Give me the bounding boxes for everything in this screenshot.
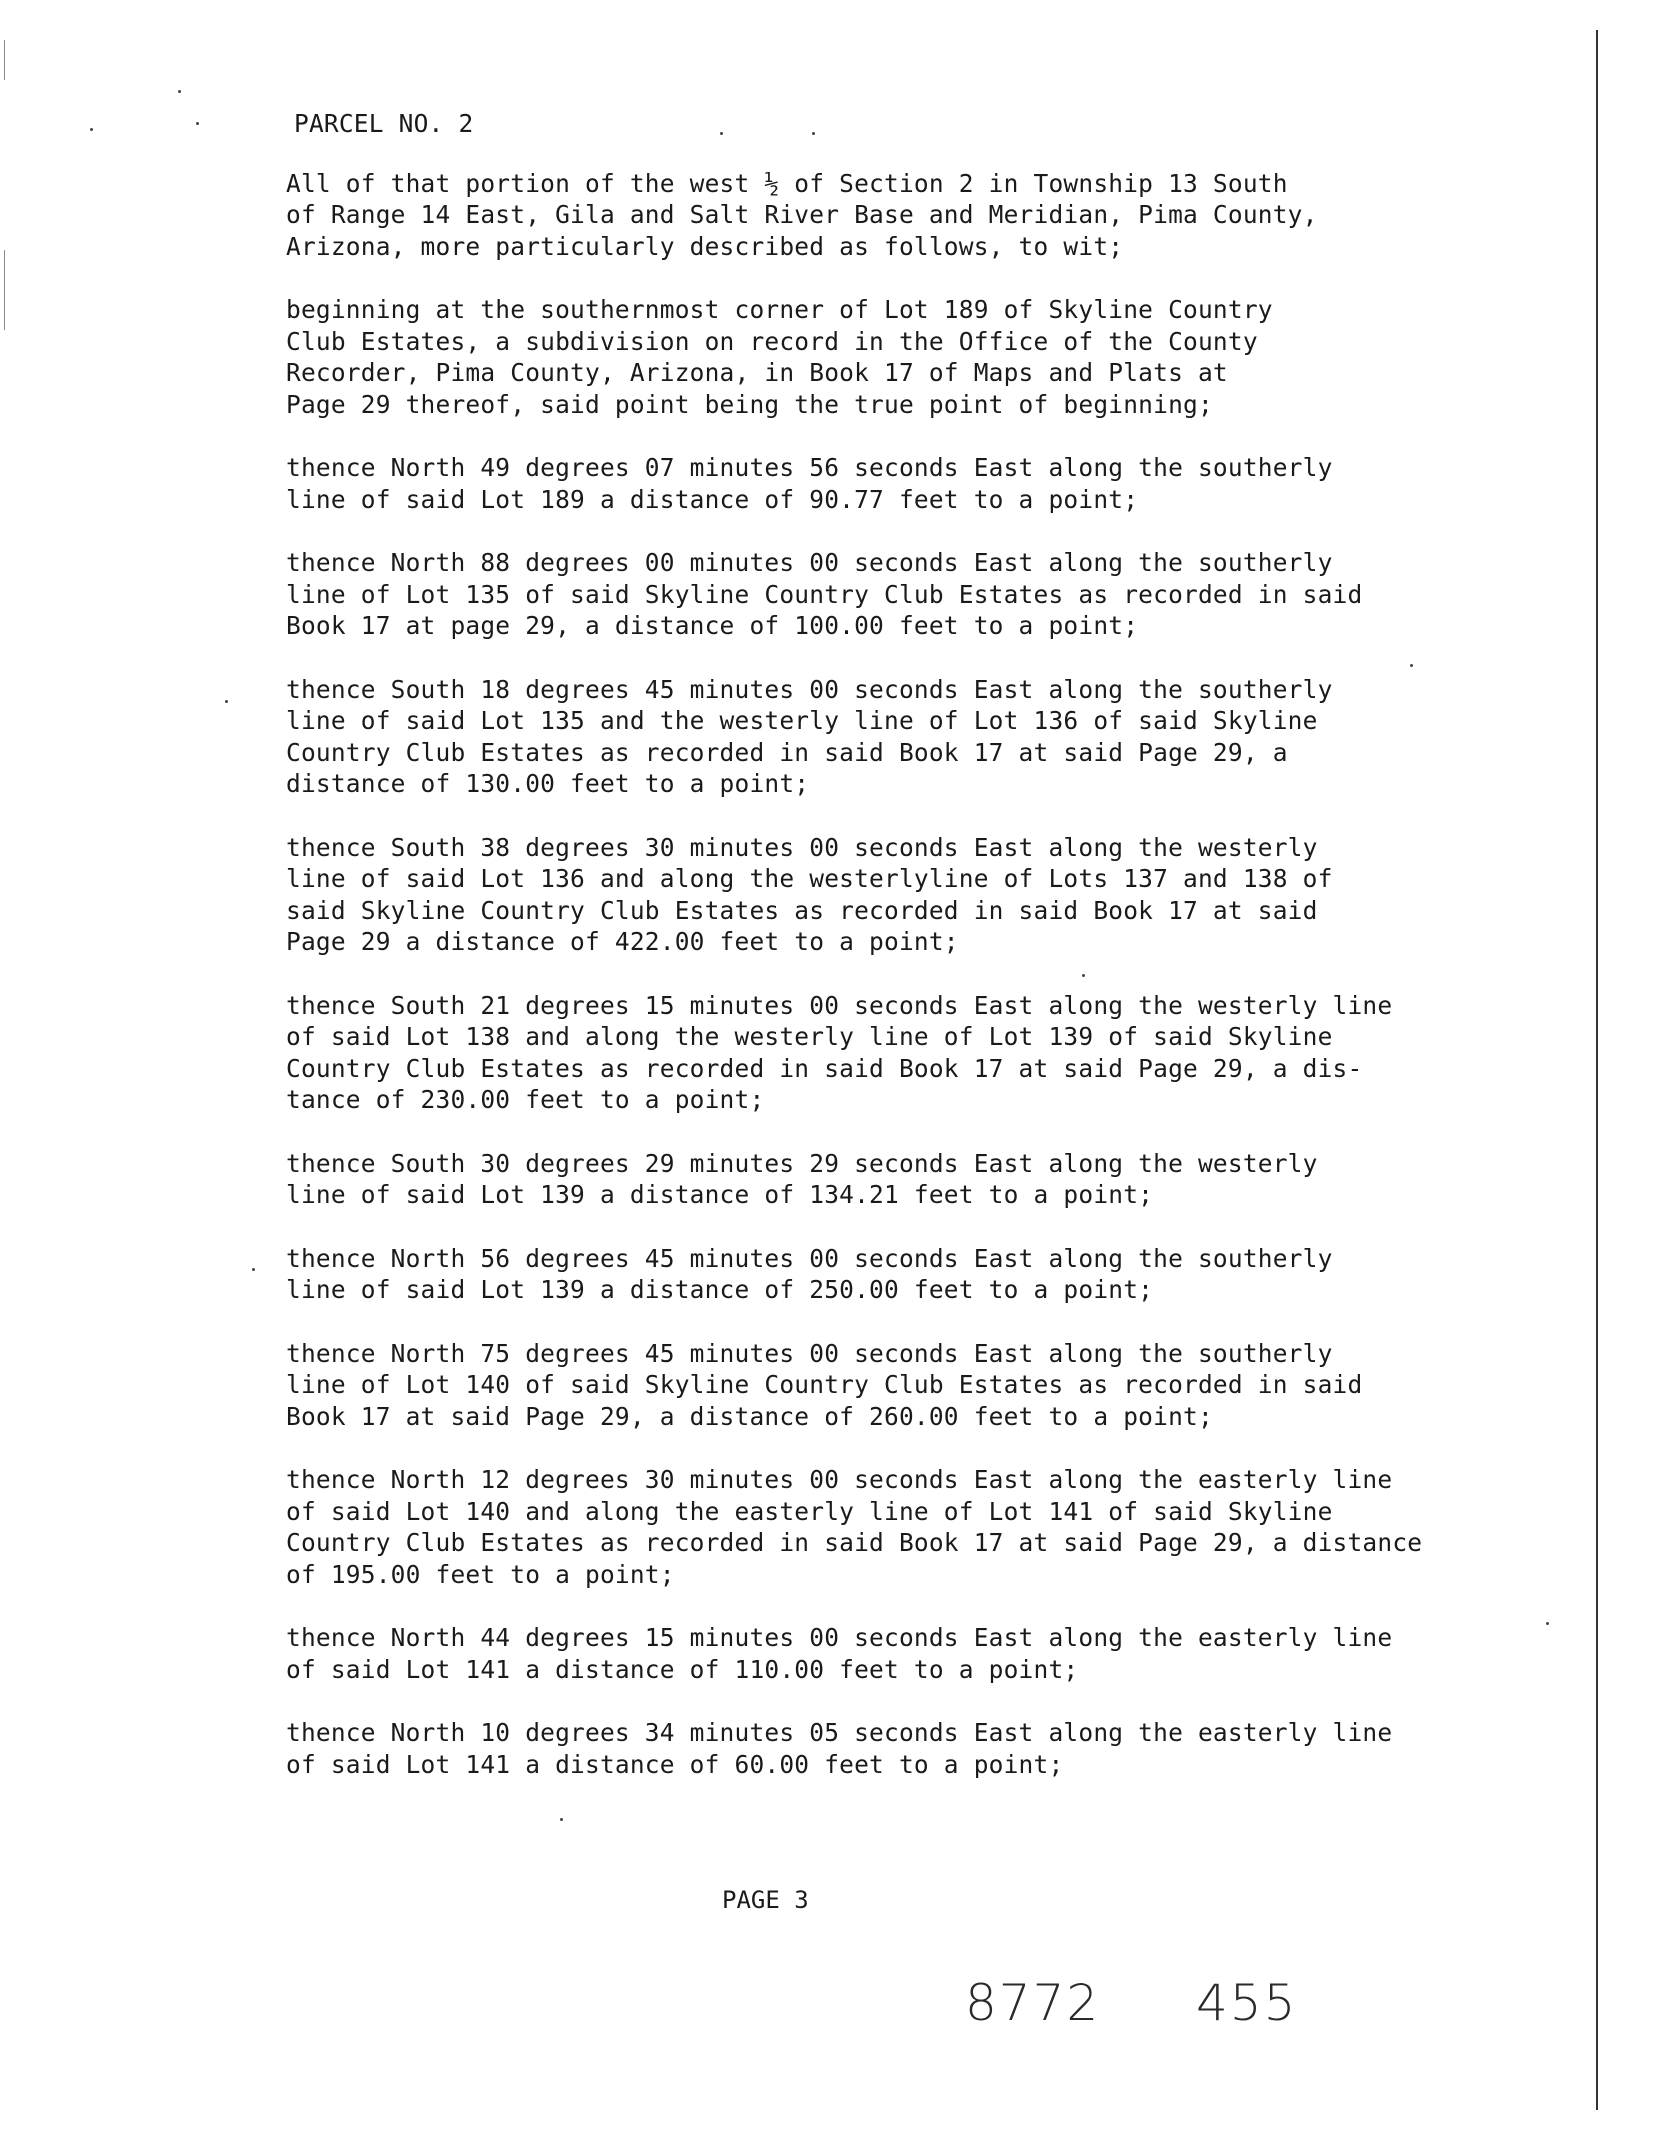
- description-paragraph: [286, 294, 1486, 420]
- scan-speck: [196, 122, 199, 125]
- text-line: line of said Lot 139 a distance of 250.00 feet to a point;: [286, 1275, 1154, 1304]
- scan-speck: [178, 90, 181, 93]
- text-line: Country Club Estates as recorded in said Book 17 at said Page 29, a dis-: [286, 1053, 1363, 1083]
- scan-speck: [1546, 1622, 1549, 1625]
- scan-artifact: [4, 40, 5, 80]
- text-line: thence North 49 degrees 07 minutes 56 seconds East along the southerly: [286, 453, 1333, 482]
- description-paragraph: [286, 452, 1486, 515]
- text-line: Page 29 thereof, said point being the true point of beginning;: [286, 389, 1213, 419]
- text-line: thence North 75 degrees 45 minutes 00 seconds East along the southerly: [286, 1338, 1333, 1368]
- text-line: thence North 44 degrees 15 minutes 00 seconds East along the easterly line: [286, 1623, 1393, 1652]
- legal-description: [286, 108, 1486, 1812]
- parcel-heading: PARCEL NO. 2: [294, 109, 474, 138]
- scan-speck: [225, 700, 228, 703]
- text-line: line of said Lot 189 a distance of 90.77 feet to a point;: [286, 484, 1139, 514]
- text-line: of said Lot 141 a distance of 110.00 feet to a point;: [286, 1654, 1079, 1684]
- page-number: PAGE 3: [722, 1886, 809, 1914]
- description-paragraph: [286, 168, 1486, 263]
- text-line: line of said Lot 135 and the westerly line of Lot 136 of said Skyline: [286, 706, 1318, 735]
- text-line: Book 17 at page 29, a distance of 100.00 feet to a point;: [286, 611, 1139, 640]
- description-paragraph: [286, 1148, 1486, 1211]
- text-line: tance of 230.00 feet to a point;: [286, 1085, 765, 1114]
- text-line: Page 29 a distance of 422.00 feet to a point;: [286, 927, 959, 956]
- scan-speck: [90, 128, 93, 131]
- text-line: line of said Lot 136 and along the westerlyline of Lots 137 and 138 of: [286, 864, 1333, 893]
- description-paragraph: [286, 990, 1486, 1116]
- text-line: of 195.00 feet to a point;: [286, 1559, 675, 1589]
- text-line: distance of 130.00 feet to a point;: [286, 769, 810, 798]
- page-edge-line: [1596, 30, 1598, 2110]
- text-line: beginning at the southernmost corner of Lot 189 of Skyline Country: [286, 295, 1273, 324]
- text-line: line of said Lot 139 a distance of 134.21 feet to a point;: [286, 1180, 1154, 1209]
- text-line: thence South 18 degrees 45 minutes 00 seconds East along the southerly: [286, 674, 1333, 704]
- text-line: said Skyline Country Club Estates as recorded in said Book 17 at said: [286, 895, 1318, 925]
- text-line: Book 17 at said Page 29, a distance of 260.00 feet to a point;: [286, 1401, 1213, 1431]
- recording-book-number: 8772: [965, 1974, 1101, 2032]
- description-paragraph: [286, 547, 1486, 642]
- description-paragraph: [286, 1622, 1486, 1685]
- scan-speck: [252, 1268, 255, 1271]
- text-line: Country Club Estates as recorded in said Book 17 at said Page 29, a distance: [286, 1528, 1423, 1557]
- scan-artifact: [4, 250, 5, 330]
- description-paragraph: [286, 1243, 1486, 1306]
- text-line: thence North 12 degrees 30 minutes 00 seconds East along the easterly line: [286, 1465, 1393, 1494]
- text-line: of Range 14 East, Gila and Salt River Base and Meridian, Pima County,: [286, 200, 1318, 229]
- text-line: thence South 21 degrees 15 minutes 00 seconds East along the westerly line: [286, 990, 1393, 1020]
- description-paragraph: [286, 832, 1486, 958]
- text-line: Arizona, more particularly described as follows, to wit;: [286, 231, 1124, 261]
- scan-speck: [560, 1818, 563, 1821]
- text-line: thence North 56 degrees 45 minutes 00 seconds East along the southerly: [286, 1243, 1333, 1273]
- paragraph-list: [286, 168, 1486, 1781]
- text-line: of said Lot 140 and along the easterly line of Lot 141 of said Skyline: [286, 1496, 1333, 1526]
- text-line: of said Lot 138 and along the westerly line of Lot 139 of said Skyline: [286, 1022, 1333, 1051]
- text-line: thence South 30 degrees 29 minutes 29 seconds East along the westerly: [286, 1148, 1318, 1178]
- text-line: All of that portion of the west ½ of Section 2 in Township 13 South: [286, 168, 1288, 198]
- description-paragraph: [286, 1717, 1486, 1780]
- text-line: thence North 88 degrees 00 minutes 00 seconds East along the southerly: [286, 548, 1333, 577]
- text-line: line of Lot 140 of said Skyline Country Club Estates as recorded in said: [286, 1370, 1363, 1399]
- text-line: Club Estates, a subdivision on record in the Office of the County: [286, 326, 1258, 356]
- description-paragraph: [286, 674, 1486, 800]
- text-line: Recorder, Pima County, Arizona, in Book 17 of Maps and Plats at: [286, 358, 1228, 387]
- description-paragraph: [286, 1338, 1486, 1433]
- text-line: of said Lot 141 a distance of 60.00 feet to a point;: [286, 1749, 1064, 1779]
- description-paragraph: [286, 1464, 1486, 1590]
- recording-page-number: 455: [1196, 1974, 1298, 2032]
- text-line: Country Club Estates as recorded in said Book 17 at said Page 29, a: [286, 737, 1288, 767]
- text-line: thence North 10 degrees 34 minutes 05 seconds East along the easterly line: [286, 1718, 1393, 1747]
- text-line: line of Lot 135 of said Skyline Country Club Estates as recorded in said: [286, 579, 1363, 609]
- text-line: thence South 38 degrees 30 minutes 00 seconds East along the westerly: [286, 832, 1318, 862]
